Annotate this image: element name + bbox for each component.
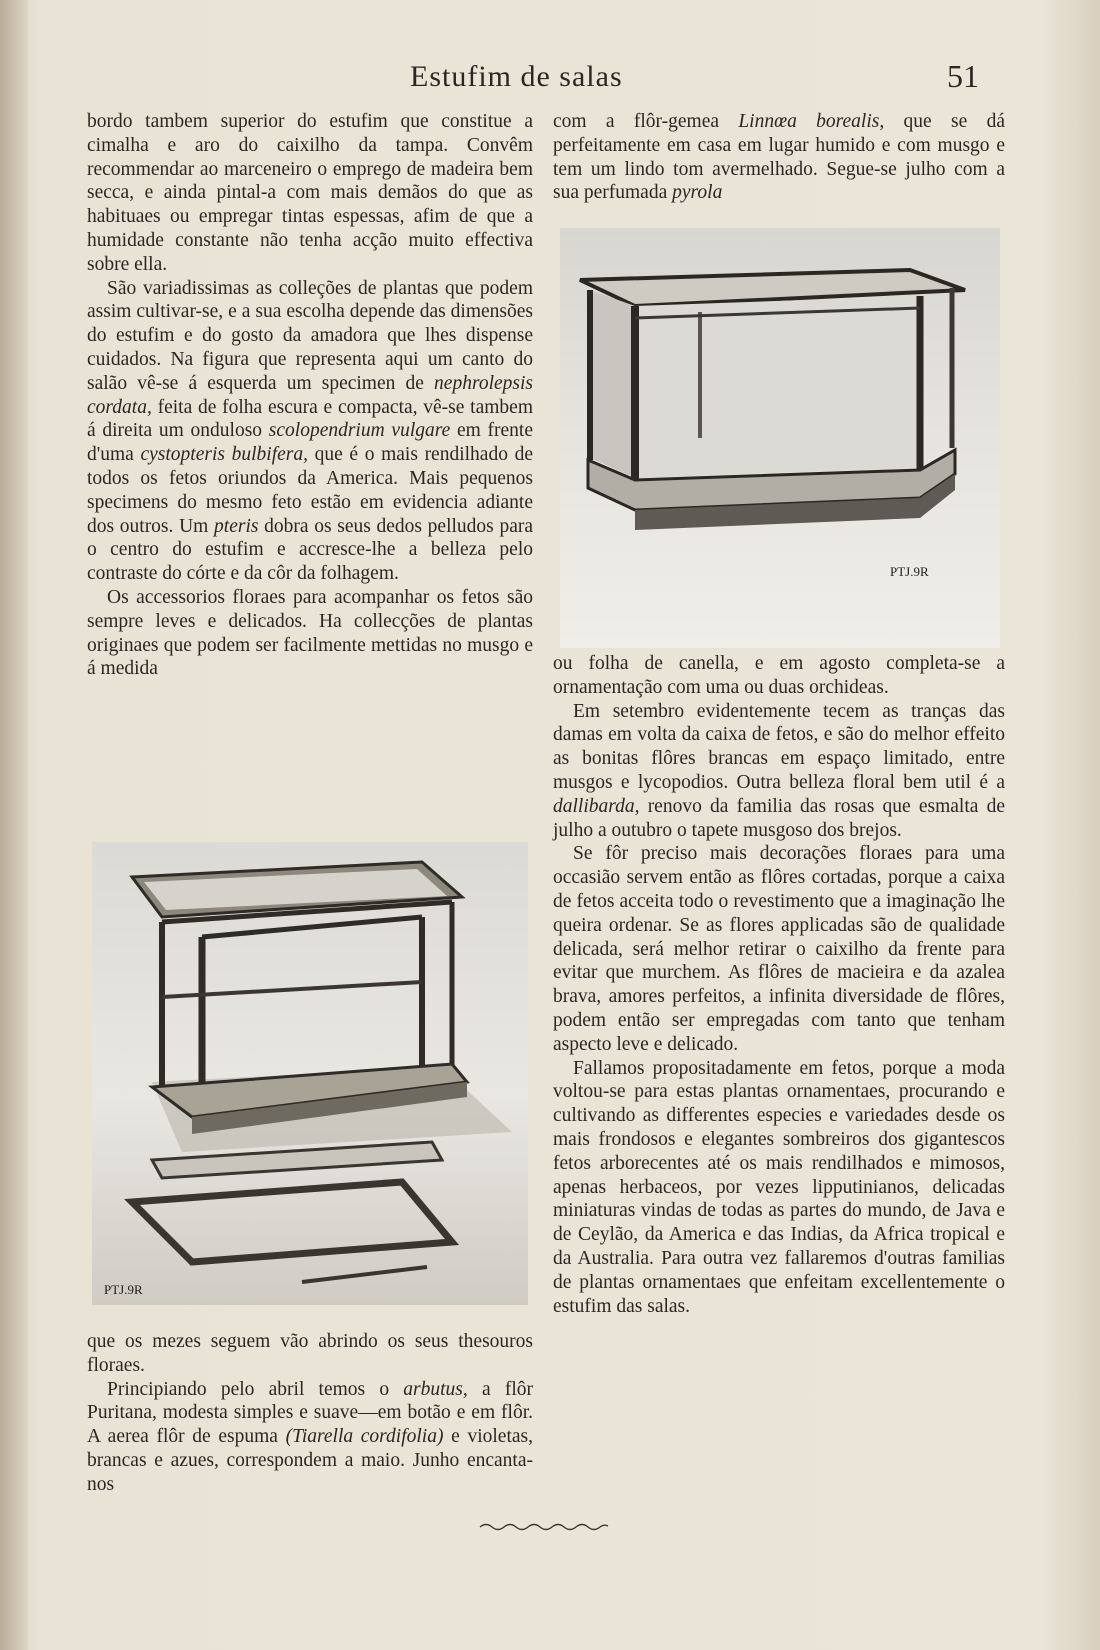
engraver-signature: PTJ.9R [104, 1282, 143, 1297]
paragraph [87, 1378, 533, 1497]
glass-case-icon [560, 228, 1000, 648]
illustration-glass-case [560, 228, 1000, 648]
paragraph: ou folha de canella, e em agosto completa-se a ornamentação com uma ou duas orchideas. [553, 653, 1005, 698]
glass-case-disassembled-icon [92, 842, 528, 1305]
species-name: Linnœa borealis, [738, 111, 885, 132]
text-run: e violetas, brancas e azues, correspondem a maio. Junho encanta-nos [87, 1426, 533, 1495]
species-name: pteris [214, 515, 259, 537]
engraver-signature: PTJ.9R [890, 564, 929, 579]
page-number: 51 [947, 58, 979, 94]
illustration-disassembled-case [92, 842, 528, 1305]
paragraph: Os accessorios floraes para acompanhar os fetos são sempre leves e delicados. Ha collecções de plantas originaes que podem ser facilmente mettidas no musgo e á medida [87, 586, 533, 680]
paragraph: Fallamos propositadamente em fetos, porque a moda voltou-se para estas plantas ornamentaes, procurando e cultivando as differentes especies e variedades desde os mais frondosos e elegantes sombreiros dos gigantescos fetos arborecentes até os mais rendilhados e mimosos, apenas herbaceos, por vezes lipputinianos, delicadas miniaturas vindas de todas as partes do mundo, de Java e de Ceylão, da America e das Indias, da Africa tropical e da Australia. Para outra vez fallaremos d'outras familias de plantas ornamentaes que enfeitam excellentemente o estufim das salas. [553, 1057, 1005, 1317]
binding-gutter [0, 0, 28, 1650]
text-run: com a flôr-gemea [553, 111, 739, 132]
left-column-text-bottom [87, 1330, 533, 1497]
species-name: dallibarda, [553, 795, 640, 817]
text-run: que é o mais rendilhado de todos os fetos oriundos da America. Mais pequenos specimens do mesmo feto estão em evidencia adiante dos outros. Um [87, 444, 533, 537]
running-head: Estufim de salas [410, 60, 623, 93]
paragraph: que os mezes seguem vão abrindo os seus thesouros floraes. [87, 1331, 533, 1376]
text-run: Em setembro evidentemente tecem as tranças das damas em volta da caixa de fetos, e são do melhor effeito as bonitas flôres brancas em espaço limitado, entre musgos e lycopodios. Outra belleza floral bem util é a [553, 700, 1005, 793]
text-run: dobra os seus dedos pelludos para o centro do estufim e accresce-lhe a belleza pelo contraste do córte e da côr da folhagem. [87, 515, 534, 585]
species-name: cystopteris bulbifera, [140, 444, 308, 466]
text-run: que se dá perfeitamente em casa em lugar humido e com musgo e tem um lindo tom avermelhado. Segue-se julho com a sua perfumada [553, 111, 1005, 204]
paragraph [87, 277, 533, 586]
left-column-text [87, 110, 533, 681]
text-run: em frente d'uma [87, 420, 533, 466]
paragraph: Se fôr preciso mais decorações floraes para uma occasião servem então as flôres cortadas, porque a caixa de fetos acceita todo o revestimento que a imaginação lhe queira ordenar. Se as flores applicadas são de qualidade delicada, será melhor retirar o caixilho da frente para evitar que murchem. As flôres de macieira e da azalea brava, amores perfeitos, a infinita diversidade de flôres, podem então ser empregadas com tanto que tenham aspecto leve e delicado. [553, 843, 1005, 1055]
right-column-text [553, 110, 1005, 205]
text-run: São variadissimas as colleções de plantas que podem assim cultivar-se, e a sua escolha depende das dimensões do estufim e do gosto da amadora que lhes dispense cuidados. Na figura que representa aqui um canto do salão vê-se á esquerda um specimen de [87, 277, 533, 394]
text-run: a flôr Puritana, modesta simples e suave—em botão e em flôr. A aerea flôr de espuma [87, 1378, 533, 1448]
closing-ornament-icon [478, 1518, 610, 1534]
text-run: feita de folha escura e compacta, vê-se tambem á direita um onduloso [87, 396, 533, 442]
species-name: arbutus, [403, 1378, 468, 1400]
species-name: nephrolepsis cordata, [87, 372, 533, 418]
species-name: scolopendrium vulgare [268, 420, 451, 442]
paragraph [553, 110, 1005, 205]
species-name: (Tiarella cordifolia) [285, 1426, 444, 1448]
paragraph [553, 700, 1005, 843]
species-name: pyrola [672, 182, 723, 204]
paragraph: bordo tambem superior do estufim que constitue a cimalha e aro do caixilho da tampa. Convêm recommendar ao marceneiro o emprego de madeira bem secca, e ainda pintal-a com mais demãos do que as habituaes ou empregar tintas espessas, afim de que a humidade constante não tenha acção muito effectiva sobre ella. [87, 111, 533, 275]
right-column-text-bottom [553, 652, 1005, 1318]
text-run: renovo da familia das rosas que esmalta de julho a outubro o tapete musgoso dos brejos. [553, 795, 1005, 841]
text-run: Principiando pelo abril temos o [107, 1378, 404, 1400]
